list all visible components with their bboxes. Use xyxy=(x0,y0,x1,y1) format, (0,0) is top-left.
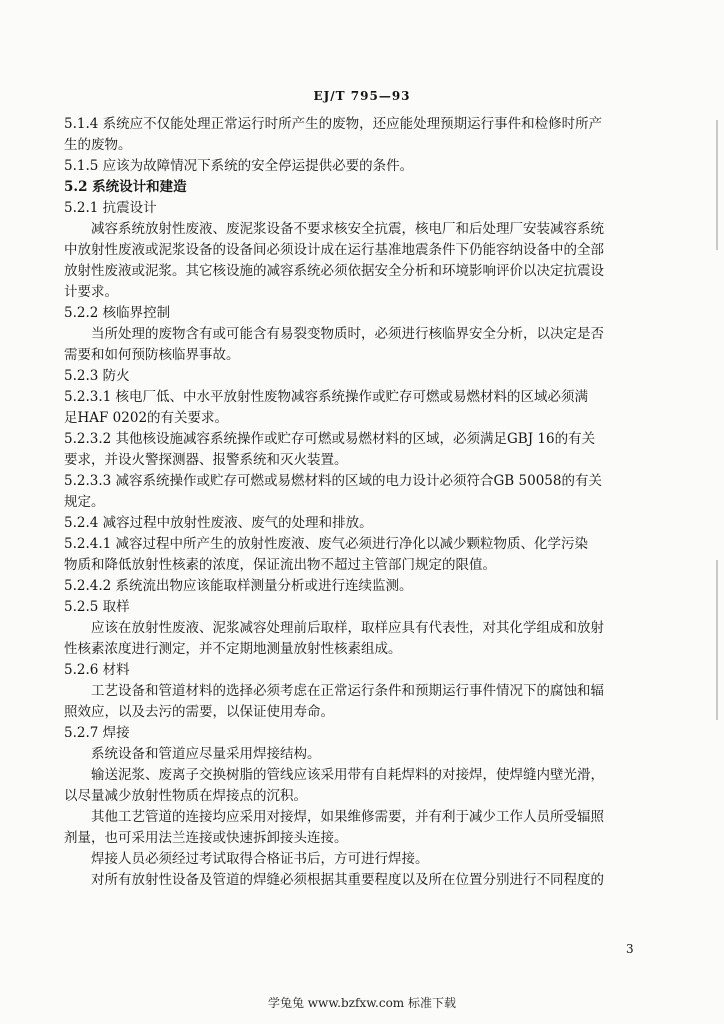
text-line: 输送泥浆、废离子交换树脂的管线应该采用带有自耗焊料的对接焊，使焊缝内壁光滑， xyxy=(91,767,604,783)
text-line: 减容系统放射性废液、废泥浆设备不要求核安全抗震，核电厂和后处理厂安装减容系统 xyxy=(91,221,604,237)
text-line: 5.2 系统设计和建造 xyxy=(64,179,187,195)
text-line: 焊接人员必须经过考试取得合格证书后，方可进行焊接。 xyxy=(91,851,429,867)
text-line: 5.2.3.3 减容系统操作或贮存可燃或易燃材料的区域的电力设计必须符合GB 50058的有关 xyxy=(64,473,602,489)
text-line: 计要求。 xyxy=(64,284,118,300)
text-line: 5.2.6 材料 xyxy=(64,662,130,678)
text-line: 5.2.3 防火 xyxy=(64,368,130,384)
text-line: 放射性废液或泥浆。其它核设施的减容系统必须依据安全分析和环境影响评价以决定抗震设 xyxy=(64,263,604,279)
text-line: 物质和降低放射性核素的浓度，保证流出物不超过主管部门规定的限值。 xyxy=(64,557,496,573)
text-line: 生的废物。 xyxy=(64,137,132,153)
text-line: 照效应，以及去污的需要，以保证使用寿命。 xyxy=(64,704,334,720)
text-line: 5.2.3.1 核电厂低、中水平放射性废物减容系统操作或贮存可燃或易燃材料的区域必须满 xyxy=(64,389,589,405)
text-line: 5.2.2 核临界控制 xyxy=(64,305,171,321)
text-line: 5.2.4.2 系统流出物应该能取样测量分析或进行连续监测。 xyxy=(64,578,413,594)
text-line: 5.2.7 焊接 xyxy=(64,725,130,741)
body-text xyxy=(64,114,664,891)
scan-edge-mark xyxy=(716,560,718,720)
text-line: 5.1.5 应该为故障情况下系统的安全停运提供必要的条件。 xyxy=(64,158,414,174)
footer-watermark-text: 学兔兔 www.bzfxw.com 标准下载 xyxy=(267,996,457,1010)
text-line: 5.2.5 取样 xyxy=(64,599,130,615)
text-line: 应该在放射性废液、泥浆减容处理前后取样，取样应具有代表性，对其化学组成和放射 xyxy=(91,620,604,636)
text-line: 5.2.4.1 减容过程中所产生的放射性废液、废气必须进行净化以减少颗粒物质、化学污染 xyxy=(64,536,589,552)
text-line: 对所有放射性设备及管道的焊缝必须根据其重要程度以及所在位置分别进行不同程度的 xyxy=(91,872,604,888)
scan-edge-mark xyxy=(716,120,718,250)
text-line: 性核素浓度进行测定，并不定期地测量放射性核素组成。 xyxy=(64,641,402,657)
text-line: 规定。 xyxy=(64,494,105,510)
text-line: 剂量，也可采用法兰连接或快速拆卸接头连接。 xyxy=(64,830,348,846)
text-line: 要求，并设火警探测器、报警系统和灭火装置。 xyxy=(64,452,348,468)
text-line: 其他工艺管道的连接均应采用对接焊，如果维修需要，并有利于减少工作人员所受辐照 xyxy=(91,809,604,825)
standard-number-header: EJ/T 795—93 xyxy=(313,89,411,103)
text-line: 5.1.4 系统应不仅能处理正常运行时所产生的废物，还应能处理预期运行事件和检修时所产 xyxy=(64,116,603,132)
page-number: 3 xyxy=(626,942,634,956)
text-line: 5.2.1 抗震设计 xyxy=(64,200,157,216)
text-line: 需要和如何预防核临界事故。 xyxy=(64,347,240,363)
text-line: 5.2.4 减容过程中放射性废液、废气的处理和排放。 xyxy=(64,515,373,531)
text-line: 当所处理的废物含有或可能含有易裂变物质时，必须进行核临界安全分析，以决定是否 xyxy=(91,326,604,342)
text-line: 工艺设备和管道材料的选择必须考虑在正常运行条件和预期运行事件情况下的腐蚀和辐 xyxy=(91,683,604,699)
text-line: 系统设备和管道应尽量采用焊接结构。 xyxy=(91,746,321,762)
text-line: 足HAF 0202的有关要求。 xyxy=(64,410,229,426)
text-line: 以尽量减少放射性物质在焊接点的沉积。 xyxy=(64,788,307,804)
text-line: 5.2.3.2 其他核设施减容系统操作或贮存可燃或易燃材料的区域，必须满足GBJ 16的有关 xyxy=(64,431,596,447)
text-line: 中放射性废液或泥浆设备的设备间必须设计成在运行基准地震条件下仍能容纳设备中的全部 xyxy=(64,242,604,258)
